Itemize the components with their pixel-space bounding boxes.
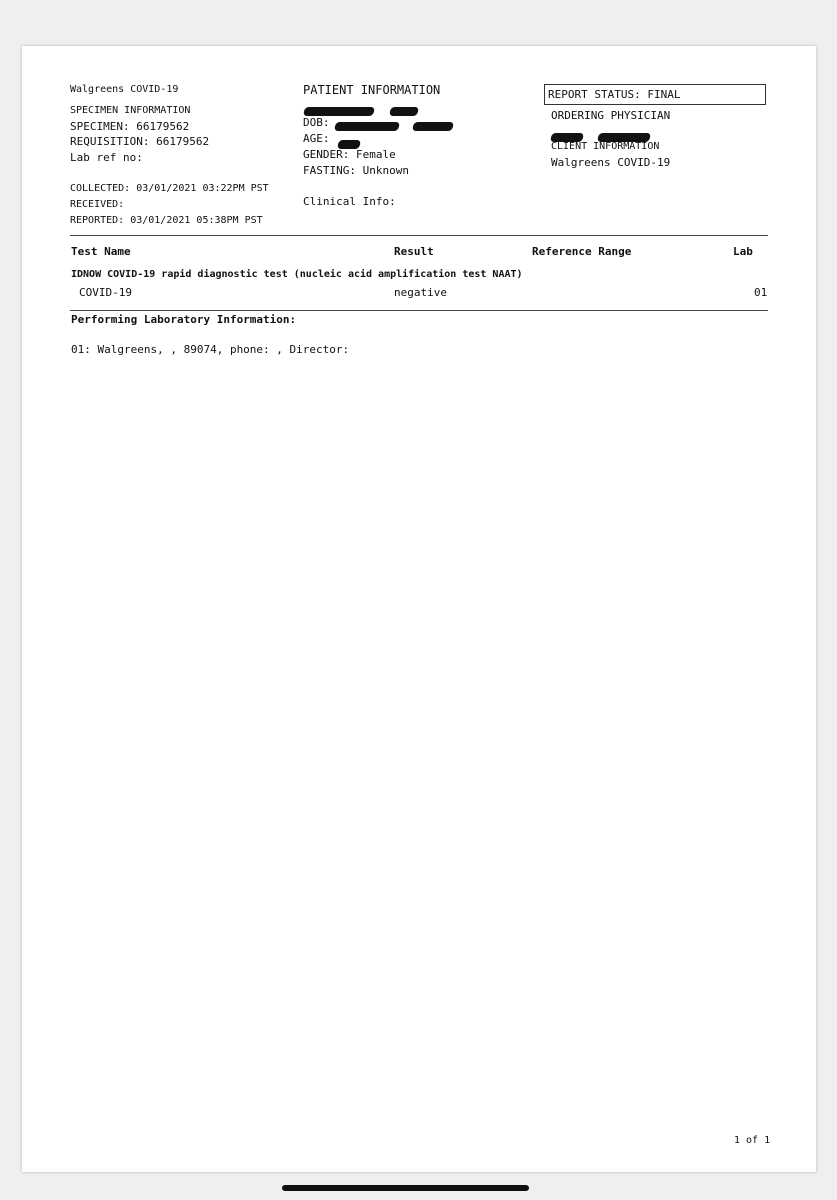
result-test-name: COVID-19 — [79, 286, 132, 299]
column-header-reference-range: Reference Range — [532, 245, 632, 258]
patient-info-heading: PATIENT INFORMATION — [303, 83, 441, 97]
client-name-left: Walgreens COVID-19 — [70, 84, 179, 95]
ordering-physician-heading: ORDERING PHYSICIAN — [551, 109, 671, 122]
reported-time: REPORTED: 03/01/2021 05:38PM PST — [70, 215, 263, 226]
requisition-number: REQUISITION: 66179562 — [70, 135, 210, 148]
report-status-box — [544, 84, 766, 105]
page-indicator: 1 of 1 — [734, 1135, 771, 1146]
report-status: REPORT STATUS: FINAL — [548, 88, 681, 101]
panel-title: IDNOW COVID-19 rapid diagnostic test (nucleic acid amplification test NAAT) — [71, 269, 523, 280]
column-header-lab: Lab — [733, 245, 753, 258]
specimen-info-heading: SPECIMEN INFORMATION — [70, 105, 191, 116]
gender: GENDER: Female — [303, 148, 396, 161]
age-label: AGE: — [303, 132, 330, 145]
clinical-info: Clinical Info: — [303, 195, 396, 208]
dob-label: DOB: — [303, 116, 330, 129]
specimen-number: SPECIMEN: 66179562 — [70, 120, 190, 133]
performing-lab-entry: 01: Walgreens, , 89074, phone: , Director: — [71, 343, 350, 356]
result-value: negative — [394, 286, 447, 299]
received-time: RECEIVED: — [70, 199, 125, 210]
column-header-test-name: Test Name — [71, 245, 131, 258]
performing-lab-heading: Performing Laboratory Information: — [71, 313, 297, 326]
table-top-rule — [70, 235, 768, 236]
lab-ref-number: Lab ref no: — [70, 151, 143, 164]
table-bottom-rule — [70, 310, 768, 311]
report-page — [22, 46, 816, 1172]
client-name-right: Walgreens COVID-19 — [551, 156, 671, 169]
column-header-result: Result — [394, 245, 434, 258]
client-info-heading: CLIENT INFORMATION — [551, 141, 660, 152]
dob-redacted — [335, 116, 453, 135]
home-indicator-bar[interactable] — [282, 1185, 529, 1191]
collected-time: COLLECTED: 03/01/2021 03:22PM PST — [70, 183, 269, 194]
result-lab-code: 01 — [754, 286, 768, 299]
fasting: FASTING: Unknown — [303, 164, 409, 177]
